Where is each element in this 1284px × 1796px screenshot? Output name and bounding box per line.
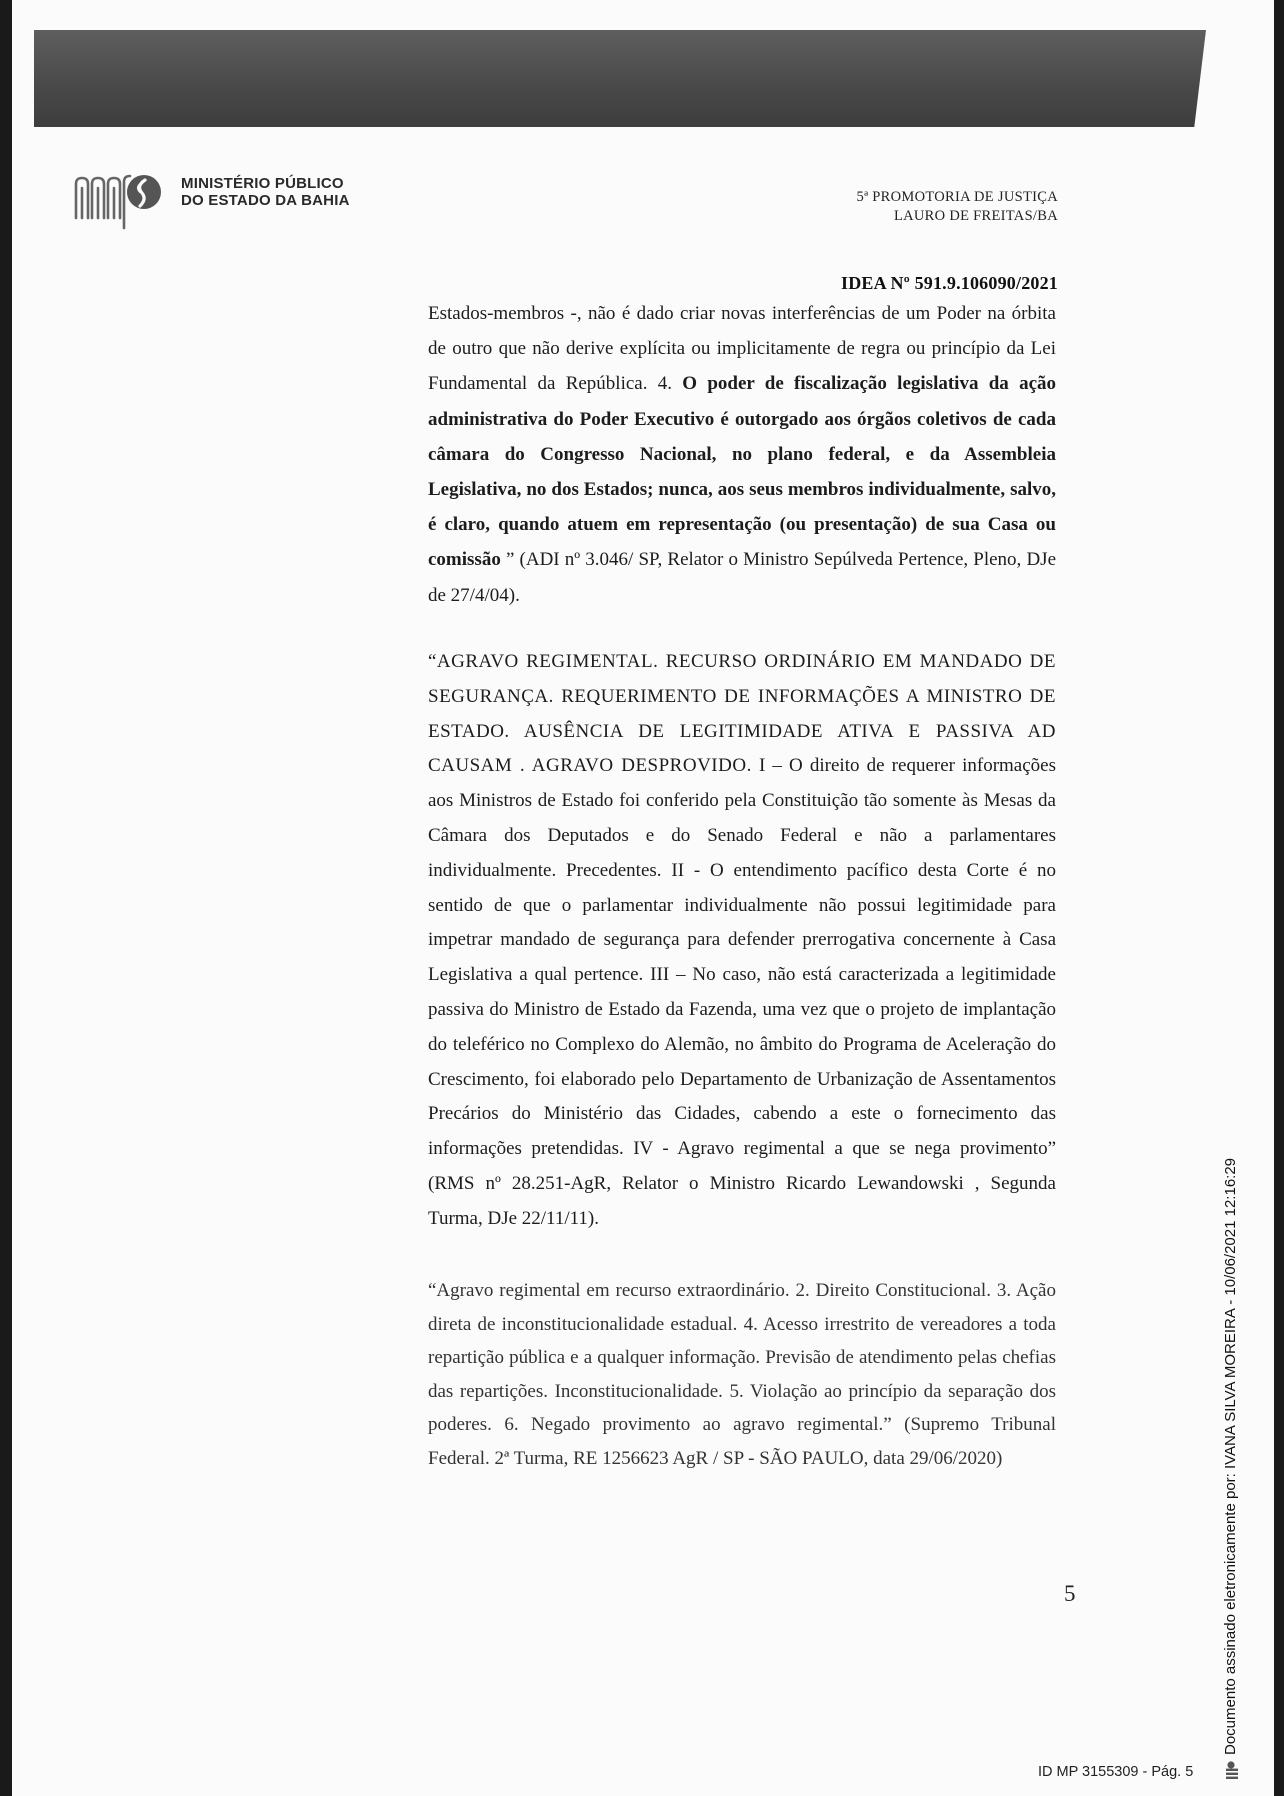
org-name — [181, 175, 350, 209]
promotoria-line2: LAURO DE FREITAS/BA — [893, 208, 1058, 224]
paragraph-rms-28251 — [428, 645, 1056, 1237]
idea-number: IDEA Nº 591.9.106090/2021 — [841, 273, 1058, 293]
document-page — [12, 0, 1274, 1796]
paragraph1-bold: O poder de fiscalização legislativa da ação administrativa do Poder Executivo é outorgado aos órgãos coletivos de cada câmara do Congresso Nacional, no plano federal, e da Assembleia Legislativa, no dos Estados; nunca, aos seus membros individualmente, salvo, é claro, quando atuem em representação (ou presentação) de sua Casa ou comissão — [428, 373, 1057, 571]
mp-logo-icon — [70, 166, 178, 235]
org-name-line2: DO ESTADO DA BAHIA — [181, 192, 350, 209]
paragraph2-rest: I – O direito de requerer informações aos Ministros de Estado foi conferido pela Constituição tão somente às Mesas da Câmara dos Deputados e do Senado Federal e não a parlamentares individualmente. Precedentes. II - O entendimento pacífico desta Corte é no sentido de que o parlamentar individualmente não possui legitimidade para impetrar mandado de segurança para defender prerrogativa concernente à Casa Legislativa a qual pertence. III – No caso, não está caracterizada a legitimidade passiva do Ministro de Estado da Fazenda, uma vez que o projeto de implantação do teleférico no Complexo do Alemão, no âmbito do Programa de Aceleração do Crescimento, foi elaborado pelo Departamento de Urbanização de Assentamentos Precários do Ministério das Cidades, cabendo a este o fornecimento das informações pretendidas. IV - Agravo regimental a que se nega provimento” (RMS nº 28.251-AgR, Relator o Ministro Ricardo Lewandowski , Segunda Turma, DJe 22/11/11). — [428, 755, 1057, 1229]
paragraph1-intro: Estados-membros -, não é dado criar novas interferências de um Poder na órbita de outro que não derive explícita ou implicitamente de regra ou princípio da Lei Fundamental da República. 4. — [428, 303, 1056, 395]
org-name-line1: MINISTÉRIO PÚBLICO — [181, 175, 344, 192]
footer-document-id: ID MP 3155309 - Pág. 5 — [1038, 1764, 1194, 1780]
scan-header-band — [34, 30, 1206, 127]
paragraph2-caps: “AGRAVO REGIMENTAL. RECURSO ORDINÁRIO EM MANDADO DE SEGURANÇA. REQUERIMENTO DE INFORMAÇÕES A MINISTRO DE ESTADO. AUSÊNCIA DE LEGITIMIDADE ATIVA E PASSIVA AD CAUSAM . AGRAVO DESPROVIDO. — [428, 651, 1056, 777]
page-number: 5 — [1064, 1581, 1076, 1606]
signature-stamp — [1222, 1158, 1239, 1779]
paragraph-re-1256623: “Agravo regimental em recurso extraordinário. 2. Direito Constitucional. 3. Ação direta de inconstitucionalidade estadual. 4. Acesso irrestrito de vereadores a toda repartição pública e a qualquer informação. Previsão de atendimento pelas chefias das repartições. Inconstitucionalidade. 5. Violação ao princípio da separação dos poderes. 6. Negado provimento ao agravo regimental.” (Supremo Tribunal Federal. 2ª Turma, RE 1256623 AgR / SP - SÃO PAULO, data 29/06/2020) — [428, 1280, 1056, 1469]
paragraph-adi-3046 — [428, 296, 1056, 613]
paragraph1-citation: ” (ADI nº 3.046/ SP, Relator o Ministro Sepúlveda Pertence, Pleno, DJe de 27/4/04). — [428, 549, 1056, 606]
promotoria-line1: 5ª PROMOTORIA DE JUSTIÇA — [856, 189, 1058, 205]
promotoria-block — [857, 188, 1058, 226]
mp-signature-icon — [1224, 1761, 1238, 1779]
signature-text: Documento assinado eletronicamente por: IVANA SILVA MOREIRA - 10/06/2021 12:16:29 — [1222, 1157, 1239, 1755]
